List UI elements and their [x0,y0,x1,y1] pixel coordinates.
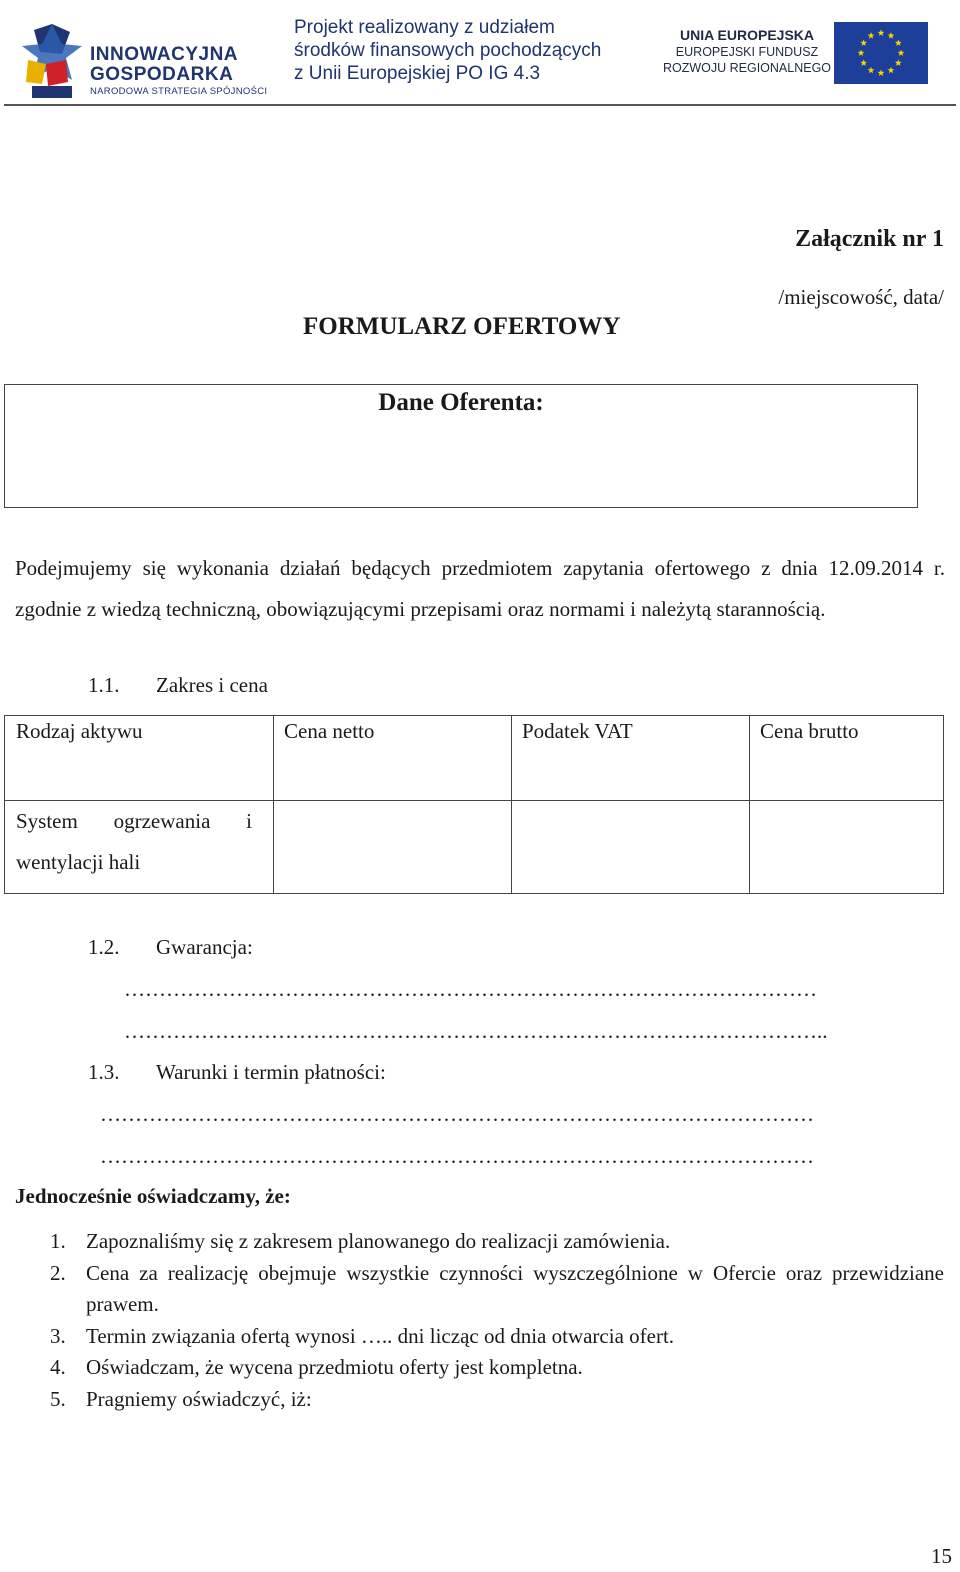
guarantee-fill-line-1[interactable]: ……………………………………………………………………………………… [124,977,817,1001]
gross-price-cell[interactable] [750,801,944,894]
guarantee-fill-line-2[interactable]: ……………………………………………………………………………………….. [124,1019,828,1043]
intro-paragraph: Podejmujemy się wykonania działań będących przedmiotem zapytania ofertowego z dnia 12.09.2014 r. zgodnie z wiedzą techniczną, obowiązującymi przepisami oraz normami i należytą starannością. [15,556,945,621]
project-line-1: Projekt realizowany z udziałem [294,17,555,38]
list-item-text: Cena za realizację obejmuje wszystkie czynności wyszczególnione w Ofercie oraz przewidziane prawem. [86,1260,944,1316]
section-1-1-number: 1.1. [88,673,120,697]
table-header-row [5,716,944,801]
logo-line-1: INNOWACYJNA [90,44,239,65]
eu-fund-logo [648,20,946,100]
list-item-text: Pragniemy oświadczyć, iż: [86,1386,312,1411]
project-line-3: z Unii Europejskiej PO IG 4.3 [294,63,541,84]
section-1-2-number: 1.2. [88,935,120,959]
logo-line-3: NARODOWA STRATEGIA SPÓJNOŚCI [90,86,268,97]
star-logo-icon [22,24,84,100]
list-item-text: Termin związania ofertą wynosi ….. dni licząc od dnia otwarcia ofert. [86,1323,675,1348]
eu-logo-text [662,26,832,76]
header-divider [4,104,956,106]
section-1-2-title: Gwarancja: [156,935,253,959]
net-price-cell[interactable] [274,801,512,894]
asset-word-1: System [16,809,78,833]
price-table [4,715,944,894]
offeror-data-box[interactable] [4,384,918,508]
list-item-number: 5. [50,1386,66,1411]
asset-cell [5,801,274,894]
logo-line-2: GOSPODARKA [90,64,234,85]
project-line-2: środków finansowych pochodzących [294,40,602,61]
declarations-list [50,1226,944,1415]
eu-flag-icon [834,22,928,84]
list-item-number: 2. [50,1260,66,1285]
vat-cell[interactable] [512,801,750,894]
list-item-number: 4. [50,1355,66,1379]
table-row [5,801,944,894]
list-item [50,1352,944,1384]
eu-line-3: ROZWOJU REGIONALNEGO [662,61,832,75]
list-item [50,1258,944,1321]
eu-line-1: UNIA EUROPEJSKA [679,27,815,43]
attachment-label: Załącznik nr 1 [795,226,944,252]
eu-line-2: EUROPEJSKI FUNDUSZ [675,45,819,59]
list-item [50,1384,944,1416]
list-item [50,1226,944,1258]
list-item [50,1321,944,1353]
payment-fill-line-1[interactable]: ………………………………………………………………………………………… [100,1102,814,1126]
section-1-3-number: 1.3. [88,1060,120,1084]
section-1-1-title: Zakres i cena [156,673,268,697]
place-date-field: /miejscowość, data/ [778,285,944,309]
section-1-3-title: Warunki i termin płatności: [156,1060,386,1084]
innowacyjna-gospodarka-logo [22,24,272,100]
form-title: FORMULARZ OFERTOWY [303,313,621,340]
page-number: 15 [931,1544,952,1568]
list-item-number: 1. [50,1229,66,1253]
header-asset-type: Rodzaj aktywu [5,716,274,801]
offeror-label: Dane Oferenta: [378,389,544,416]
project-funding-note [294,16,654,85]
asset-line-2: wentylacji hali [16,850,141,874]
asset-word-2: ogrzewania [113,809,211,833]
header-vat: Podatek VAT [512,716,750,801]
header-gross-price: Cena brutto [750,716,944,801]
payment-fill-line-2[interactable]: ………………………………………………………………………………………… [100,1144,814,1168]
asset-word-3: i [246,809,252,833]
header-net-price: Cena netto [274,716,512,801]
list-item-text: Zapoznaliśmy się z zakresem planowanego do realizacji zamówienia. [86,1229,671,1253]
declaration-title: Jednocześnie oświadczamy, że: [15,1184,291,1208]
list-item-text: Oświadczam, że wycena przedmiotu oferty jest kompletna. [86,1355,583,1379]
list-item-number: 3. [50,1323,66,1348]
